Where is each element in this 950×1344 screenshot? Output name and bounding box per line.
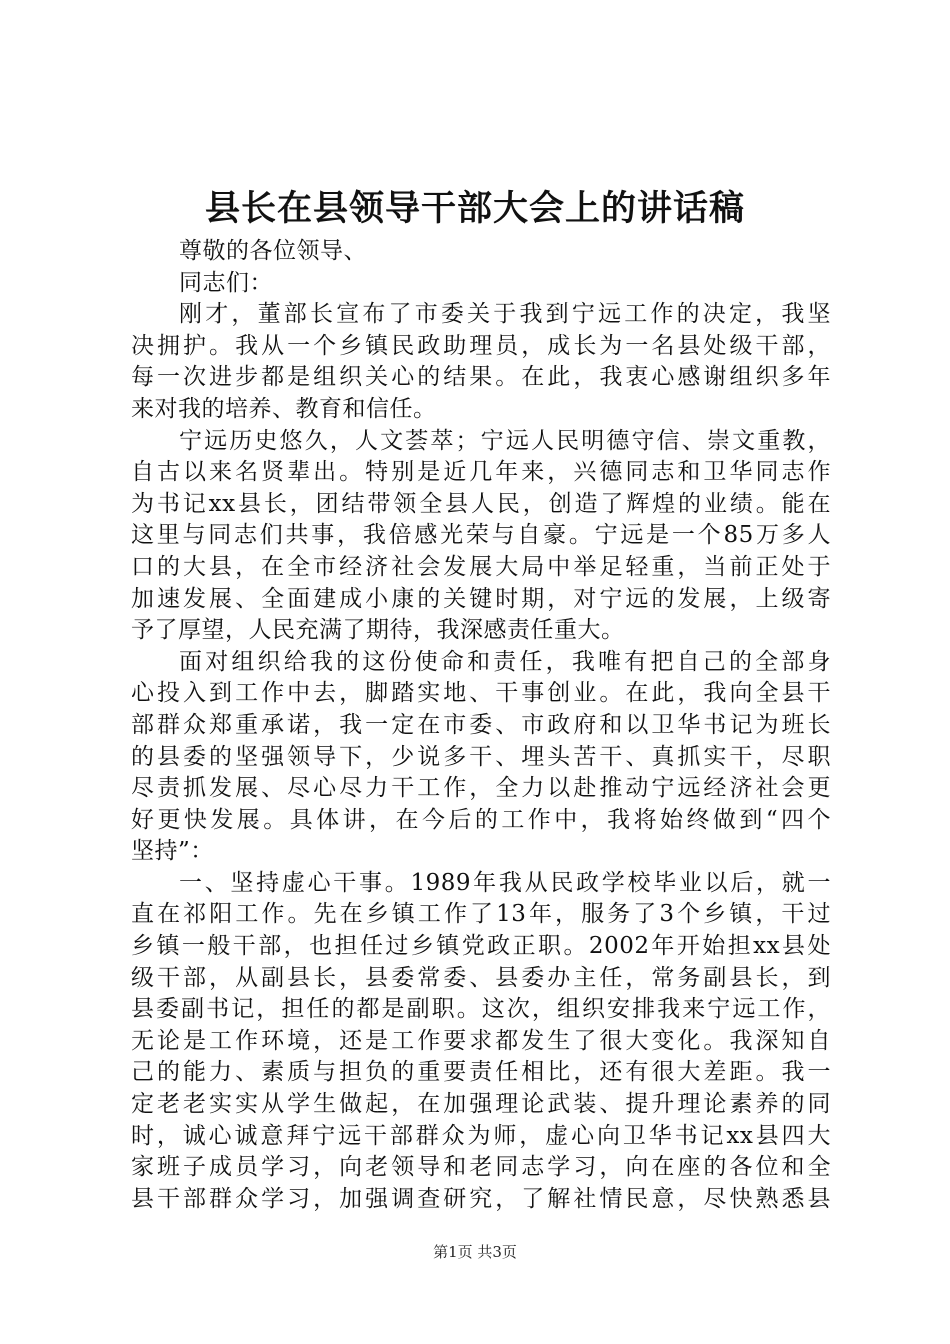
body-text-line: 自古以来名贤辈出。特别是近几年来，兴德同志和卫华同志作	[131, 459, 831, 486]
body-text-line: 刚才，董部长宣布了市委关于我到宁远工作的决定，我坚	[179, 301, 831, 328]
document-body	[131, 236, 831, 1215]
body-text-line: 宁远历史悠久，人文荟萃；宁远人民明德守信、崇文重教，	[179, 427, 831, 454]
body-text-line: 好更快发展。具体讲，在今后的工作中，我将始终做到“四个	[131, 806, 831, 833]
body-text-line: 定老老实实从学生做起，在加强理论武装、提升理论素养的同	[131, 1091, 831, 1118]
body-text-line: 家班子成员学习，向老领导和老同志学习，向在座的各位和全	[131, 1154, 831, 1181]
body-text-line: 的县委的坚强领导下，少说多干、埋头苦干、真抓实干，尽职	[131, 743, 831, 770]
body-text-line: 每一次进步都是组织关心的结果。在此，我衷心感谢组织多年	[131, 364, 831, 391]
body-text-line: 来对我的培养、教育和信任。	[131, 395, 437, 422]
body-text-line: 县委副书记，担任的都是副职。这次，组织安排我来宁远工作，	[131, 996, 831, 1023]
body-text-line: 一、坚持虚心干事。1989年我从民政学校毕业以后，就一	[179, 869, 831, 896]
body-text-line: 予了厚望，人民充满了期待，我深感责任重大。	[131, 617, 625, 644]
body-text-line: 口的大县，在全市经济社会发展大局中举足轻重，当前正处于	[131, 553, 831, 580]
body-text-line: 这里与同志们共事，我倍感光荣与自豪。宁远是一个85万多人	[131, 522, 831, 549]
body-text-line: 决拥护。我从一个乡镇民政助理员，成长为一名县处级干部，	[131, 332, 831, 359]
body-text-line: 为书记xx县长，团结带领全县人民，创造了辉煌的业绩。能在	[131, 490, 831, 517]
body-text-line: 尊敬的各位领导、	[179, 238, 367, 264]
body-text-line: 级干部，从副县长，县委常委、县委办主任，常务副县长，到	[131, 964, 831, 991]
page-footer: 第1页 共3页	[433, 1243, 517, 1261]
document-title: 县长在县领导干部大会上的讲话稿	[204, 188, 745, 229]
body-text-line: 部群众郑重承诺，我一定在市委、市政府和以卫华书记为班长	[131, 711, 831, 738]
body-text-line: 同志们：	[179, 269, 273, 296]
body-text-line: 乡镇一般干部，也担任过乡镇党政正职。2002年开始担xx县处	[131, 933, 831, 960]
body-text-line: 尽责抓发展、尽心尽力干工作，全力以赴推动宁远经济社会更	[131, 775, 831, 802]
body-text-line: 时，诚心诚意拜宁远干部群众为师，虚心向卫华书记xx县四大	[131, 1122, 831, 1149]
body-text-line: 心投入到工作中去，脚踏实地、干事创业。在此，我向全县干	[131, 680, 831, 707]
body-text-line: 无论是工作环境，还是工作要求都发生了很大变化。我深知自	[131, 1027, 831, 1054]
body-text-line: 加速发展、全面建成小康的关键时期，对宁远的发展，上级寄	[131, 585, 831, 612]
body-text-line: 县干部群众学习，加强调查研究，了解社情民意，尽快熟悉县	[131, 1185, 831, 1212]
body-text-line: 己的能力、素质与担负的重要责任相比，还有很大差距。我一	[131, 1059, 831, 1086]
body-text-line: 坚持”：	[131, 838, 214, 865]
body-text-line: 面对组织给我的这份使命和责任，我唯有把自己的全部身	[179, 648, 831, 675]
body-text-line: 直在祁阳工作。先在乡镇工作了13年，服务了3个乡镇，干过	[131, 901, 831, 928]
